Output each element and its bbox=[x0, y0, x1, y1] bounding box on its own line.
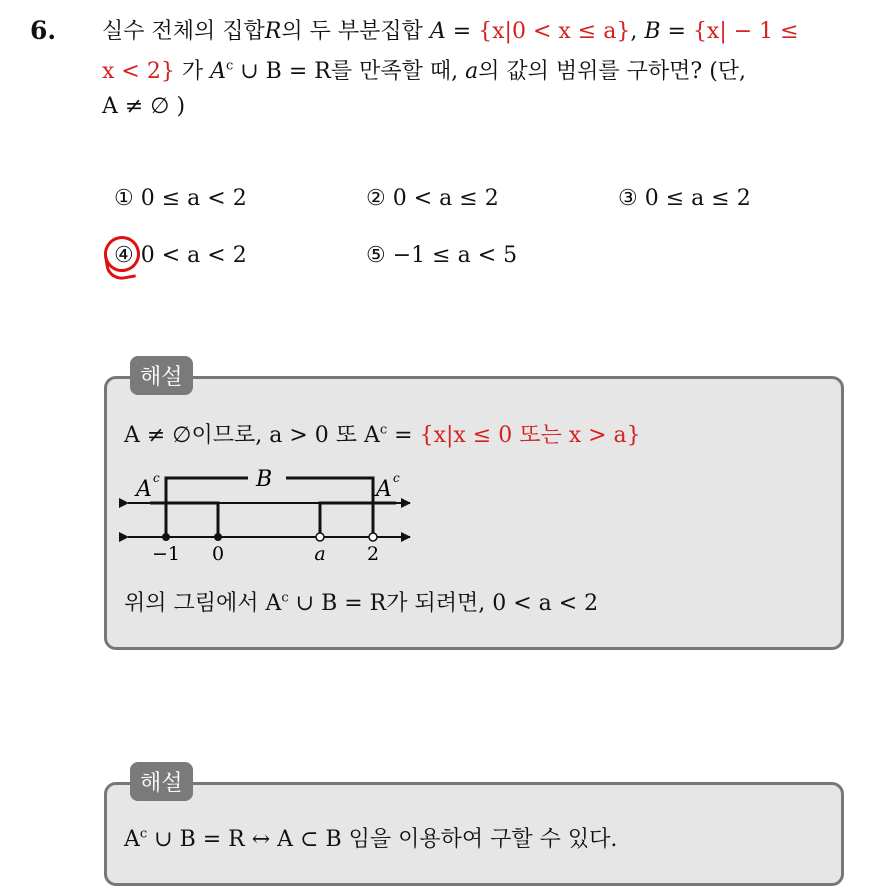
union-expr: ∪ B = R bbox=[233, 59, 331, 84]
complement-right-region bbox=[320, 503, 396, 537]
question-text: 의 값의 범위를 구하면? (단, bbox=[478, 59, 747, 84]
comma: , bbox=[630, 19, 645, 44]
solution-tag-1: 해설 bbox=[130, 356, 193, 395]
solution-text: A ≠ ∅이므로, a > 0 또 A bbox=[124, 423, 380, 448]
label-ac-right-sup: c bbox=[393, 471, 400, 485]
set-b-definition-start: {x| − 1 ≤ bbox=[692, 19, 799, 44]
tick-label-a: a bbox=[314, 543, 326, 565]
solution-1-line-2 bbox=[124, 586, 598, 617]
superscript-c: c bbox=[139, 826, 148, 842]
superscript-c: c bbox=[225, 58, 234, 74]
set-r: R bbox=[264, 19, 282, 44]
choice-number: ② bbox=[366, 186, 386, 211]
tick-label-zero: 0 bbox=[211, 543, 225, 565]
set-b-bracket-right bbox=[286, 478, 373, 537]
label-b: B bbox=[256, 467, 273, 492]
choice-number: ③ bbox=[618, 186, 638, 211]
choice-text: 0 < a ≤ 2 bbox=[392, 186, 499, 211]
complement-expr: A bbox=[210, 59, 226, 84]
point-two bbox=[369, 533, 377, 541]
equals: = bbox=[387, 423, 420, 448]
equals: = bbox=[660, 19, 693, 44]
choice-number: ① bbox=[114, 186, 134, 211]
complement-set: {x|x ≤ 0 또는 x > a} bbox=[419, 423, 641, 448]
label-ac-left-sup: c bbox=[153, 471, 160, 485]
label-ac-right: A bbox=[376, 477, 392, 502]
choice-number: ⑤ bbox=[366, 243, 386, 268]
set-b-bracket-left bbox=[166, 478, 248, 537]
solution-text: ∪ B = R가 되려면, 0 < a < 2 bbox=[288, 591, 599, 616]
point-a bbox=[316, 533, 324, 541]
tick-label-minus-one: −1 bbox=[151, 543, 181, 565]
question-text: 실수 전체의 집합 bbox=[102, 19, 265, 44]
choice-text: 0 ≤ a < 2 bbox=[140, 186, 247, 211]
choice-text: −1 ≤ a < 5 bbox=[392, 243, 518, 268]
question-line-3: A ≠ ∅ ) bbox=[102, 94, 186, 119]
label-ac-left: A bbox=[136, 477, 152, 502]
set-a-definition: {x|0 < x ≤ a} bbox=[478, 19, 631, 44]
choice-text: 0 < a < 2 bbox=[140, 243, 247, 268]
complement-left-region bbox=[150, 503, 218, 537]
superscript-c: c bbox=[379, 422, 388, 438]
set-a-label: A bbox=[429, 19, 446, 44]
set-b-definition-end: x < 2} bbox=[102, 59, 175, 84]
equals: = bbox=[445, 19, 479, 44]
set-b-label: B bbox=[644, 19, 661, 44]
question-text: 를 만족할 때, bbox=[330, 59, 466, 84]
tick-label-two: 2 bbox=[366, 543, 380, 565]
solution-tag-2: 해설 bbox=[130, 762, 193, 801]
solution-text: ∪ B = R ↔ A ⊂ B 임을 이용하여 구할 수 있다. bbox=[147, 827, 618, 852]
point-minus-one bbox=[162, 533, 170, 541]
solution-text: 위의 그림에서 A bbox=[124, 591, 282, 616]
question-number: 6. bbox=[30, 16, 57, 45]
superscript-c: c bbox=[281, 590, 289, 606]
solution-2-line bbox=[124, 822, 617, 853]
solution-text: A bbox=[124, 827, 140, 852]
choice-text: 0 ≤ a ≤ 2 bbox=[644, 186, 751, 211]
choice-number: ④ bbox=[114, 243, 134, 268]
question-text: 의 두 부분집합 bbox=[281, 19, 430, 44]
variable-a: a bbox=[465, 59, 479, 84]
question-text: 가 bbox=[174, 59, 211, 84]
point-zero bbox=[214, 533, 222, 541]
